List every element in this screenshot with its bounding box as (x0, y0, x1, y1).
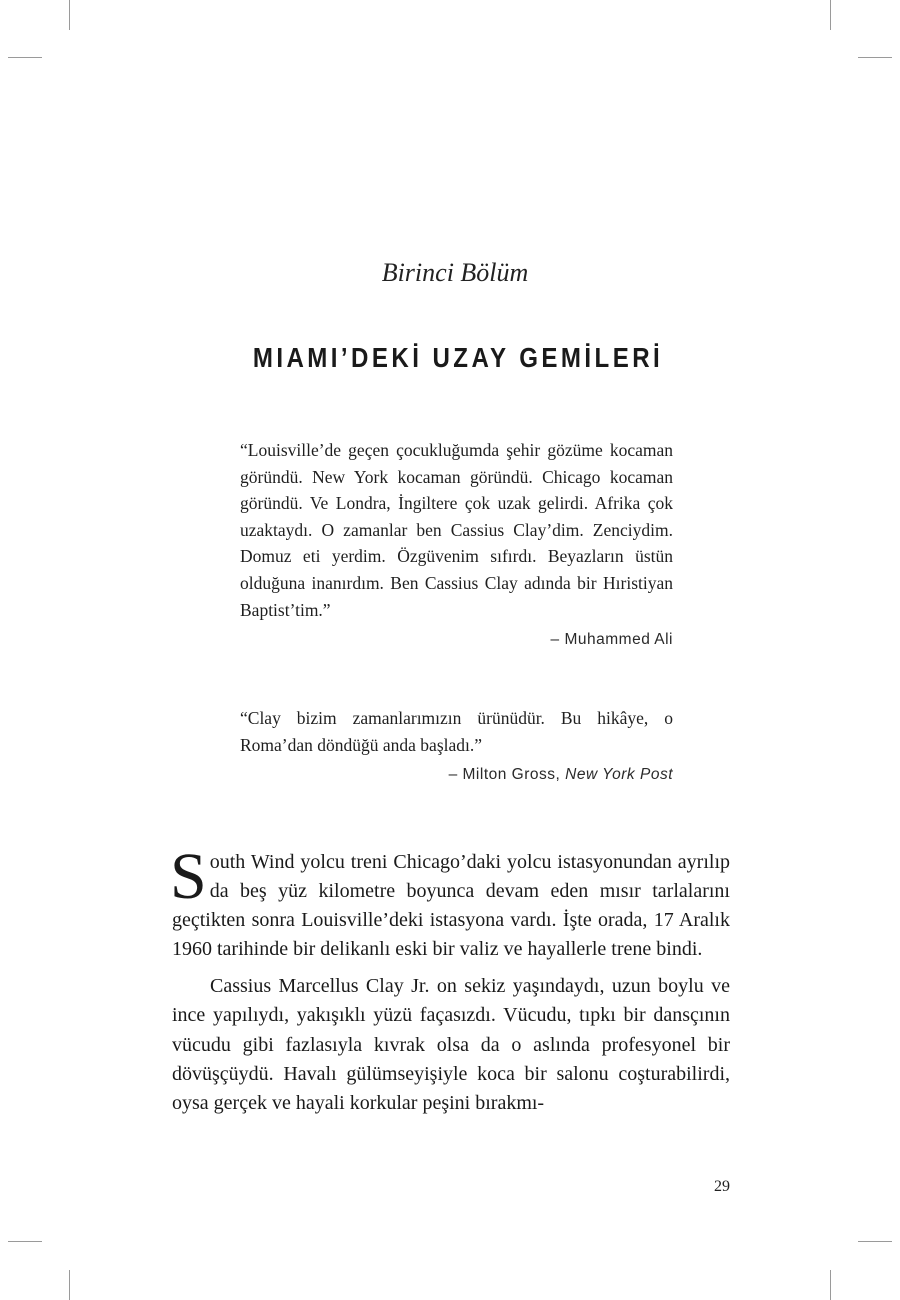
epigraph-quote: “Clay bizim zamanlarımızın ürünüdür. Bu hikâye, o Roma’dan döndüğü anda başladı.” (240, 708, 673, 755)
crop-mark-top-right (830, 0, 831, 30)
epigraph-2 (240, 705, 673, 789)
crop-mark-top-right-h (858, 57, 892, 58)
chapter-title: MIAMI’DEKİ UZAY GEMİLERİ (252, 342, 664, 373)
paragraph (170, 840, 730, 964)
paragraph: Cassius Marcellus Clay Jr. on sekiz yaşındaydı, uzun boylu ve ince yapılıydı, yakışıklı yüzü façasızdı. Vücudu, tıpkı bir dansçının vücudu gibi fazlasıyla kıvrak olsa da o aslında profesyonel bir dövüşçüydü. Havalı gülümseyişiyle koca bir salonu coşturabilirdi, oysa gerçek ve hayali korkular peşini bırakmı- (172, 975, 730, 1114)
attribution-source: New York Post (565, 766, 673, 784)
epigraph-attribution (240, 762, 673, 789)
crop-mark-bottom-left (69, 1270, 70, 1300)
drop-cap: S (170, 840, 207, 913)
body-text (170, 840, 730, 1118)
chapter-label: Birinci Bölüm (381, 258, 529, 287)
crop-mark-top-left (69, 0, 70, 30)
crop-mark-bottom-left-h (8, 1241, 42, 1242)
paragraph-text: outh Wind yolcu treni Chicago’daki yolcu istasyonundan ayrılıp da beş yüz kilometre boyunca devam eden mısır tarlalarını geçtikten sonra Louisville’deki istasyona vardı. İşte orada, 17 Aralık 1960 tarihinde bir delikanlı eski bir valiz ve hayallerle trene bindi. (172, 851, 730, 961)
page-number: 29 (714, 1178, 730, 1195)
epigraph-attribution: – Muhammed Ali (550, 631, 673, 649)
crop-mark-bottom-right-h (858, 1241, 892, 1242)
attribution-author: – Milton Gross, (448, 766, 566, 784)
epigraph-quote: “Louisville’de geçen çocukluğumda şehir gözüme kocaman göründü. New York kocaman göründü. Chicago kocaman göründü. Ve Londra, İngiltere çok uzak gelirdi. Afrika çok uzaktaydı. O zamanlar ben Cassius Clay’dim. Zenciydim. Domuz eti yerdim. Özgüvenim sıfırdı. Beyazların üstün olduğuna inanırdım. Ben Cassius Clay adında bir Hıristiyan Baptist’tim.” (240, 440, 673, 620)
epigraph-1 (240, 437, 673, 654)
crop-mark-top-left-h (8, 57, 42, 58)
crop-mark-bottom-right (830, 1270, 831, 1300)
